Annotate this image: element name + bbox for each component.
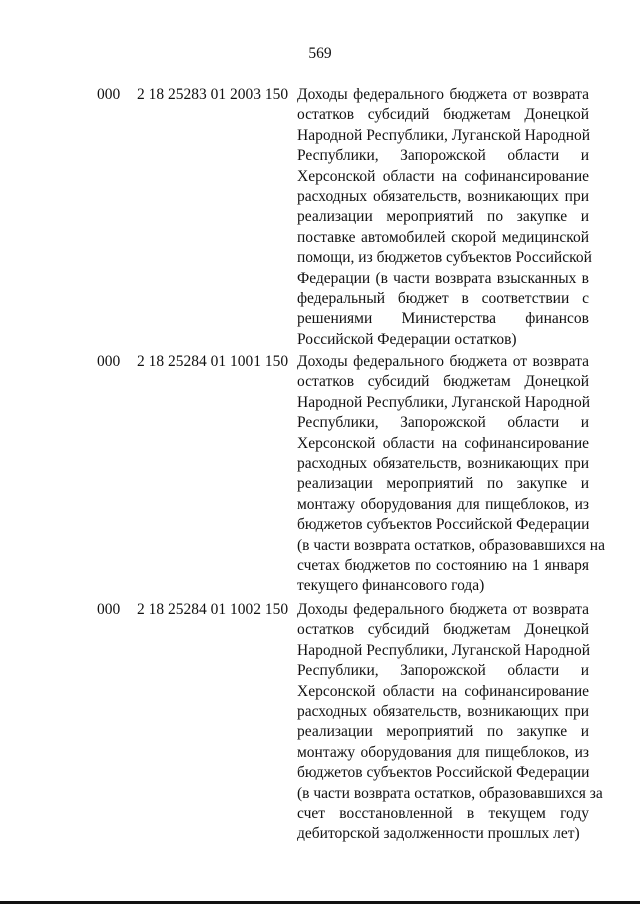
description-line: остатков субсидий бюджетам Донецкой xyxy=(297,106,589,124)
description-line: бюджетов субъектов Российской Федерации xyxy=(297,764,590,782)
description-line: Народной Республики, Луганской Народной xyxy=(297,126,591,144)
description-line: Херсонской области на софинансирование xyxy=(297,167,589,185)
description-line: помощи, из бюджетов субъектов Российской xyxy=(297,249,592,267)
description-line: Херсонской области на софинансирование xyxy=(297,434,589,452)
description-line: (в части возврата остатков, образовавшихся за xyxy=(297,784,603,802)
description-line: Российской Федерации остатков) xyxy=(297,330,517,348)
description-line: Доходы федерального бюджета от возврата xyxy=(297,601,589,618)
page-number: 569 xyxy=(308,45,332,62)
description-line: Республики, Запорожской области и xyxy=(297,147,589,165)
description-line: реализации мероприятий по закупке и xyxy=(297,208,589,226)
description-line: Федерации (в части возврата взысканных в xyxy=(297,269,589,287)
description-line: бюджетов субъектов Российской Федерации xyxy=(297,516,590,534)
description-line: монтажу оборудования для пищеблоков, из xyxy=(297,495,589,513)
admin-code: 000 xyxy=(97,601,121,618)
description-line: расходных обязательств, возникающих при xyxy=(297,702,589,720)
description-line: (в части возврата остатков, образовавшихся на xyxy=(297,536,605,554)
description-line: счетах бюджетов по состоянию на 1 января xyxy=(297,556,589,574)
description-line: остатков субсидий бюджетам Донецкой xyxy=(297,373,589,391)
description-line: федеральный бюджет в соответствии с xyxy=(297,289,589,307)
description-line: остатков субсидий бюджетам Донецкой xyxy=(297,621,589,639)
description-line: Республики, Запорожской области и xyxy=(297,662,589,680)
description-line: Доходы федерального бюджета от возврата xyxy=(297,86,589,103)
description-line: реализации мероприятий по закупке и xyxy=(297,475,589,493)
description-line: решениями Министерства финансов xyxy=(297,310,589,328)
description-line: реализации мероприятий по закупке и xyxy=(297,723,589,741)
kbk-code: 2 18 25284 01 1001 150 xyxy=(137,353,289,370)
description-line: дебиторской задолженности прошлых лет) xyxy=(297,825,580,843)
admin-code: 000 xyxy=(97,353,121,370)
description-line: Республики, Запорожской области и xyxy=(297,414,589,432)
entry-description xyxy=(297,352,605,597)
entry-description xyxy=(297,600,603,845)
description-line: монтажу оборудования для пищеблоков, из xyxy=(297,743,589,761)
description-line: поставке автомобилей скорой медицинской xyxy=(297,228,589,246)
description-line: текущего финансового года) xyxy=(297,577,485,595)
description-line: Доходы федерального бюджета от возврата xyxy=(297,353,589,370)
description-line: Народной Республики, Луганской Народной xyxy=(297,393,591,411)
bottom-border xyxy=(0,901,640,904)
kbk-code: 2 18 25283 01 2003 150 xyxy=(137,86,289,103)
description-line: расходных обязательств, возникающих при xyxy=(297,454,589,472)
description-line: расходных обязательств, возникающих при xyxy=(297,187,589,205)
admin-code: 000 xyxy=(97,86,121,103)
entry-description xyxy=(297,85,592,350)
kbk-code: 2 18 25284 01 1002 150 xyxy=(137,601,289,618)
description-line: счет восстановленной в текущем году xyxy=(297,804,589,822)
description-line: Херсонской области на софинансирование xyxy=(297,682,589,700)
description-line: Народной Республики, Луганской Народной xyxy=(297,641,591,659)
